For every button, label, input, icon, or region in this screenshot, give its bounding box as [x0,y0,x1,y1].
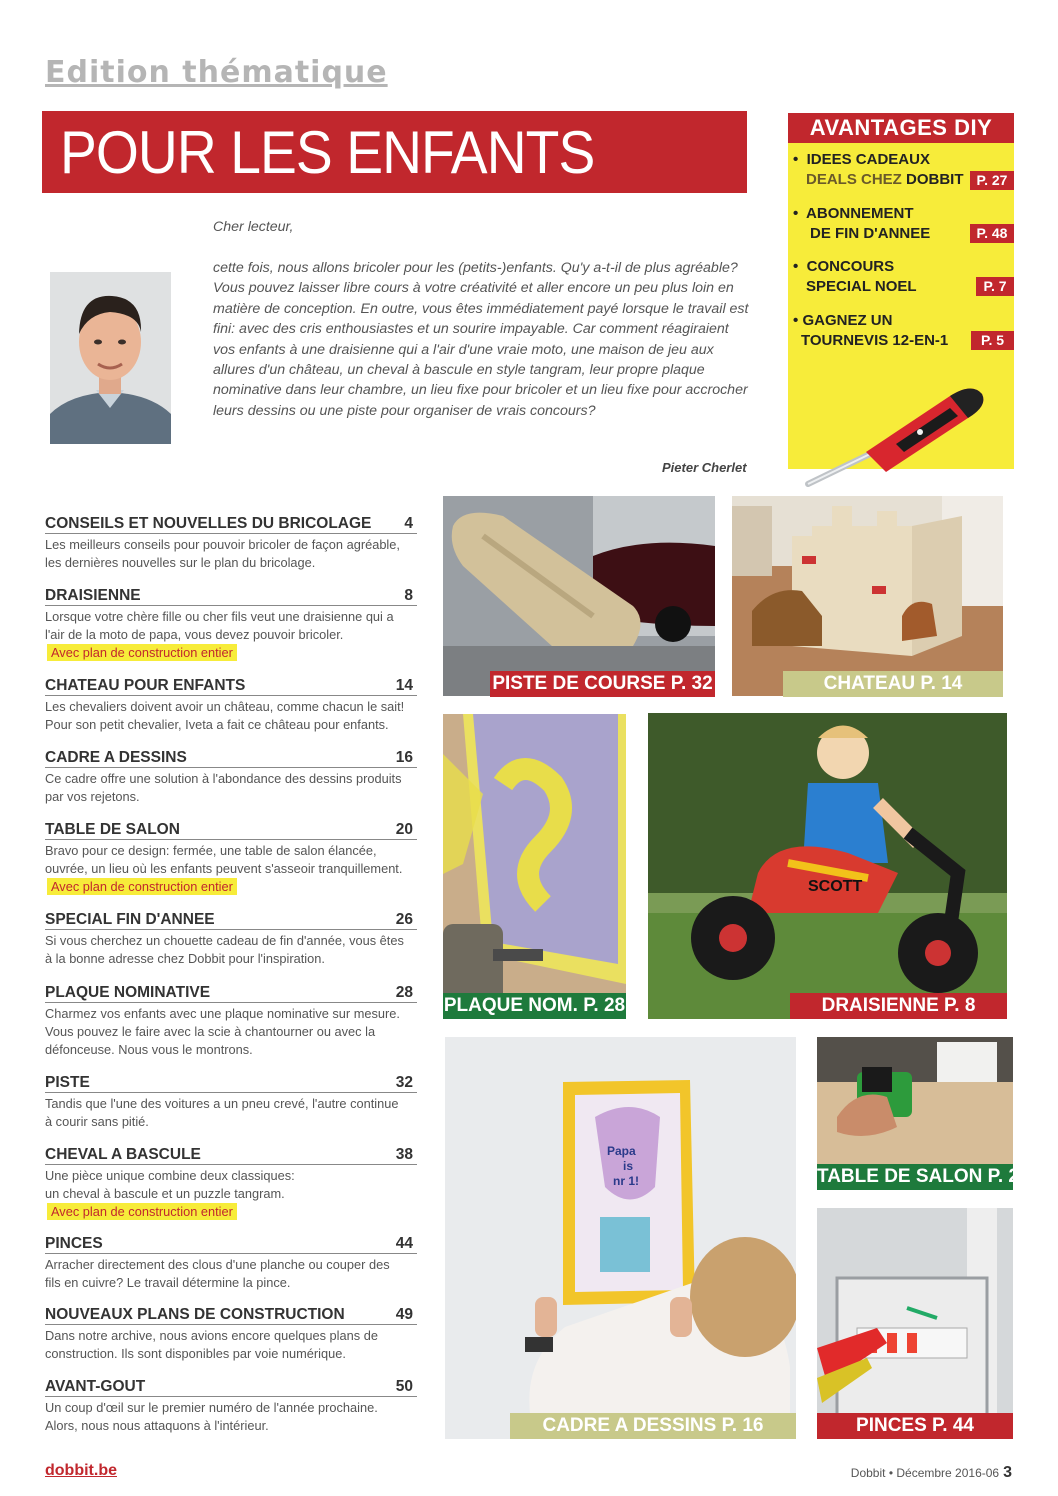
caption-castle: CHATEAU P. 14 [783,671,1003,697]
caption-name-plate: PLAQUE NOM. P. 28 [443,993,626,1019]
advantage-page-tag: P. 5 [971,331,1014,350]
plan-highlight: Avec plan de construction entier [47,1203,237,1220]
toc-entry[interactable]: PISTE 32 Tandis que l'une des voitures a un pneu crevé, l'autre continue à courir sans pitié. [45,1073,417,1131]
toc-entry[interactable]: DRAISIENNE 8 Lorsque votre chère fille ou cher fils veut une draisienne qui a l'air de la moto de papa, vous devez pouvoir bricoler. Avec plan de construction entier [45,586,417,662]
editorial-greeting: Cher lecteur, [213,219,294,235]
toc-entry[interactable]: SPECIAL FIN D'ANNEE 26 Si vous cherchez un chouette cadeau de fin d'année, vous êtes à la bonne adresse chez Dobbit pour l'inspiration. [45,910,417,968]
toc-title: NOUVEAUX PLANS DE CONSTRUCTION [45,1306,345,1323]
photo-name-plate [443,714,626,1019]
toc-page: 49 [395,1306,413,1323]
advantage-page-tag: P. 7 [976,277,1014,296]
editorial-signature: Pieter Cherlet [662,460,747,475]
advantage-item: • GAGNEZ UN TOURNEVIS 12-EN-1 [793,312,949,349]
svg-text:SCOTT: SCOTT [808,878,863,895]
toc-entry[interactable]: CHEVAL A BASCULE 38 Une pièce unique combine deux classiques: un cheval à bascule et un puzzle tangram. Avec plan de construction entier [45,1145,417,1221]
caption-coffee-table: TABLE DE SALON P. 20 [817,1164,1013,1190]
edition-label: Edition thématique [45,55,388,90]
svg-text:Papa: Papa [607,1144,636,1158]
advantage-item: • CONCOURS SPECIAL NOEL [793,258,917,295]
footer-website-link[interactable]: dobbit.be [45,1462,117,1479]
toc-entry[interactable]: PINCES 44 Arracher directement des clous d'une planche ou couper des fils en cuivre? Le travail détermine la pince. [45,1234,417,1292]
toc-page: 4 [404,515,413,532]
caption-pliers: PINCES P. 44 [817,1413,1013,1439]
photo-castle [732,496,1003,696]
page-title: POUR LES ENFANTS [60,119,595,186]
toc-entry[interactable]: AVANT-GOUT 50 Un coup d'œil sur le premier numéro de l'année prochaine. Alors, nous nous attaquons à l'intérieur. [45,1377,417,1435]
plan-highlight: Avec plan de construction entier [47,644,237,661]
toc-page: 50 [395,1378,413,1395]
caption-drawing-frame: CADRE A DESSINS P. 16 [510,1413,796,1439]
screwdriver-image [800,372,990,490]
photo-balance-bike [648,713,1007,1019]
toc-entry[interactable]: PLAQUE NOMINATIVE 28 Charmez vos enfants avec une plaque nominative sur mesure. Vous pouvez le faire avec la scie à chantourner ou avec la défonceuse. Nous vous le montrons. [45,983,417,1059]
page-number: 3 [1003,1464,1012,1481]
toc-entry[interactable]: NOUVEAUX PLANS DE CONSTRUCTION 49 Dans notre archive, nous avions encore quelques plans de construction. Ils sont disponibles par voie numérique. [45,1305,417,1363]
toc-page: 28 [395,984,413,1001]
editor-portrait [50,272,171,444]
toc-title: SPECIAL FIN D'ANNEE [45,911,215,928]
advantages-heading: AVANTAGES DIY [788,113,1014,143]
toc-title: PINCES [45,1235,103,1252]
photo-drawing-frame [445,1037,796,1439]
svg-text:nr 1!: nr 1! [613,1174,640,1188]
advantage-item: • IDEES CADEAUX DEALS CHEZ DOBBIT [793,151,964,188]
toc-page: 14 [395,677,413,694]
svg-text:is: is [623,1159,634,1173]
toc-page: 26 [395,911,413,928]
toc-title: CHATEAU POUR ENFANTS [45,677,246,694]
toc-title: CADRE A DESSINS [45,749,187,766]
toc-title: CHEVAL A BASCULE [45,1146,201,1163]
toc-title: AVANT-GOUT [45,1378,146,1395]
editorial-body: cette fois, nous allons bricoler pour les (petits-)enfants. Qu'y a-t-il de plus agréable? Vous pouvez laisser libre cours à votre créativité et aller encore un peu plus loin en matière de conception. En outre, vous êtes immédiatement payé lorsque le travail est fini: avec des cris enthousiastes et un sourire impayable. Car comment réagiraient vos enfants à une draisienne qui a l'air d'une vraie moto, une maison de jeu aux allures d'un château, un cheval à bascule en style tangram, leur propre plaque nominative dans leur chambre, un lieu fixe pour bricoler et un lieu fixe pour accrocher leurs dessins ou une piste pour organiser de vrais concours? [213,260,749,419]
toc-title: TABLE DE SALON [45,821,180,838]
toc-page: 20 [395,821,413,838]
toc-page: 8 [404,587,413,604]
toc-title: DRAISIENNE [45,587,141,604]
toc-title: PISTE [45,1074,90,1091]
advantage-page-tag: P. 27 [970,171,1014,190]
caption-balance-bike: DRAISIENNE P. 8 [790,993,1007,1019]
toc-page: 38 [395,1146,413,1163]
toc-title: PLAQUE NOMINATIVE [45,984,211,1001]
toc-entry[interactable]: CADRE A DESSINS 16 Ce cadre offre une solution à l'abondance des dessins produits par vos rejetons. [45,748,417,806]
photo-race-track [443,496,715,696]
caption-race-track: PISTE DE COURSE P. 32 [490,671,715,697]
toc-entry[interactable]: CONSEILS ET NOUVELLES DU BRICOLAGE 4 Les meilleurs conseils pour pouvoir bricoler de façon agréable, les dernières nouvelles sur le plan du bricolage. [45,514,417,572]
toc-page: 44 [395,1235,413,1252]
plan-highlight: Avec plan de construction entier [47,878,237,895]
advantage-item: • ABONNEMENT DE FIN D'ANNEE [793,205,931,242]
photo-pliers [817,1208,1013,1439]
toc-page: 16 [395,749,413,766]
toc-entry[interactable]: TABLE DE SALON 20 Bravo pour ce design: fermée, une table de salon élancée, ouvrée, un lieu où les enfants peuvent s'asseoir tranquillement. Avec plan de construction entier [45,820,417,896]
footer-issue: Dobbit • Décembre 2016-06 3 [850,1464,1012,1481]
toc-page: 32 [395,1074,413,1091]
toc-entry[interactable]: CHATEAU POUR ENFANTS 14 Les chevaliers doivent avoir un château, comme chacun le sait! Pour son petit chevalier, Iveta a fait ce château pour enfants. [45,676,417,734]
toc-title: CONSEILS ET NOUVELLES DU BRICOLAGE [45,515,372,532]
advantage-page-tag: P. 48 [970,224,1014,243]
